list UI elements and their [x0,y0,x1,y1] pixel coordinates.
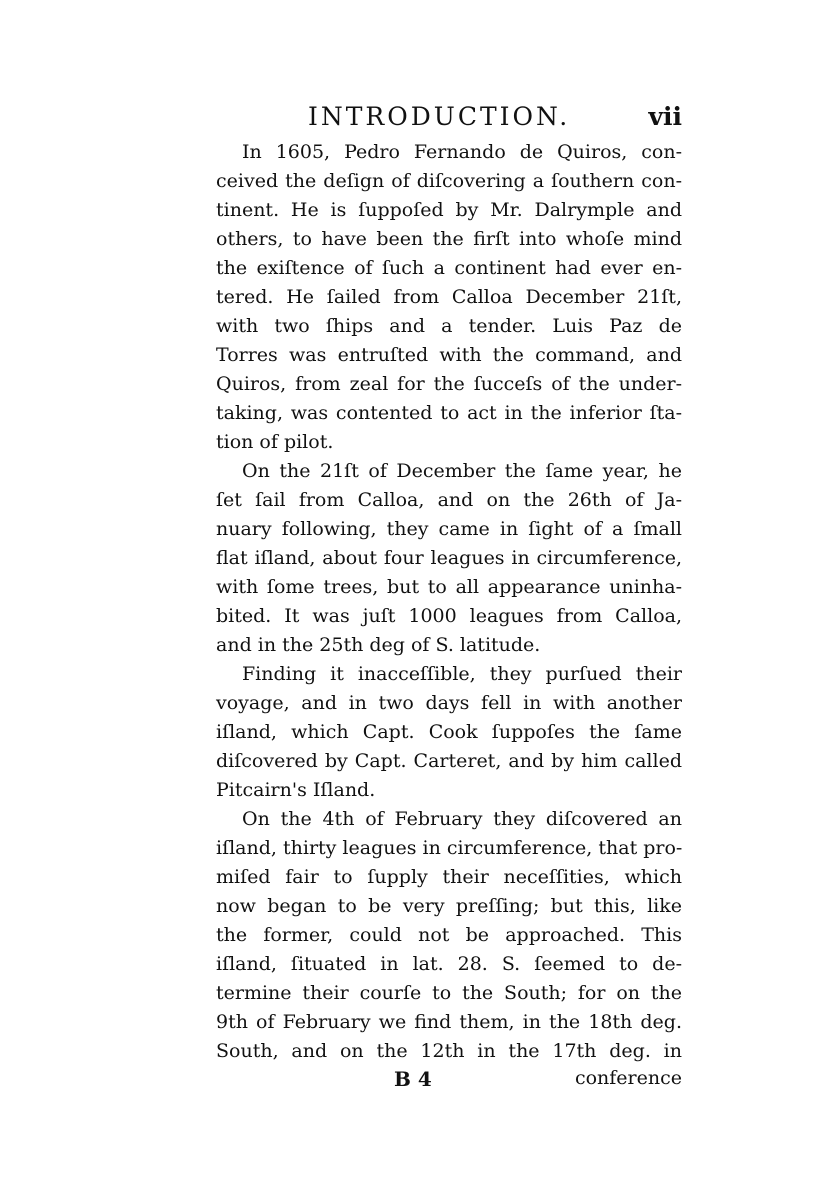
page-footer [216,1067,682,1097]
text-line: South, and on the 12th in the 17th deg. in [216,1040,682,1062]
running-title: INTRODUCTION. [308,102,571,131]
text-line: Pitcairn's Iſland. [216,779,376,801]
text-line: On the 4th of February they diſcovered an [242,808,682,830]
text-line: miſed fair to ſupply their neceſſities, which [216,866,682,888]
paragraph-4 [216,805,682,1066]
text-line: with ſome trees, but to all appearance uninha- [216,576,682,598]
running-head [216,102,682,136]
text-line: and in the 25th deg of S. latitude. [216,634,541,656]
text-line: the exiſtence of ſuch a continent had ever en- [216,257,682,279]
text-line: tered. He ſailed from Calloa December 21ſt, [216,286,682,308]
text-line: On the 21ſt of December the ſame year, he [242,460,682,482]
text-line: nuary following, they came in ſight of a ſmall [216,518,682,540]
page-number: vii [648,102,682,131]
text-line: tion of pilot. [216,431,334,453]
text-line: now began to be very preſſing; but this, like [216,895,682,917]
text-line: taking, was contented to act in the inferior ſta- [216,402,682,424]
text-line: flat iſland, about four leagues in circumference, [216,547,682,569]
text-line: bited. It was juſt 1000 leagues from Calloa, [216,605,682,627]
text-line: In 1605, Pedro Fernando de Quiros, con- [242,141,682,163]
paragraph-3 [216,660,682,805]
text-line: Finding it inacceſſible, they purſued their [242,663,682,685]
text-line: iſland, which Capt. Cook ſuppoſes the ſame [216,721,682,743]
text-line: voyage, and in two days fell in with another [216,692,682,714]
paragraph-1 [216,138,682,457]
text-line: ceived the deſign of diſcovering a ſouthern con- [216,170,682,192]
text-line: tinent. He is ſuppoſed by Mr. Dalrymple and [216,199,682,221]
signature-mark: B 4 [394,1067,432,1091]
text-line: 9th of February we find them, in the 18th deg. [216,1011,682,1033]
text-line: ſet ſail from Calloa, and on the 26th of Ja- [216,489,682,511]
text-line: iſland, ſituated in lat. 28. S. ſeemed to de- [216,953,682,975]
body-text [216,138,682,1066]
catchword: conference [574,1067,682,1089]
text-line: with two ſhips and a tender. Luis Paz de [216,315,682,337]
text-line: Torres was entruſted with the command, and [216,344,682,366]
paragraph-2 [216,457,682,660]
text-line: diſcovered by Capt. Carteret, and by him called [216,750,682,772]
text-line: others, to have been the firſt into whoſe mind [216,228,682,250]
text-line: termine their courſe to the South; for on the [216,982,682,1004]
text-line: the former, could not be approached. This [216,924,682,946]
text-line: iſland, thirty leagues in circumference, that pro- [216,837,683,859]
text-line: Quiros, from zeal for the ſucceſs of the under- [216,373,682,395]
